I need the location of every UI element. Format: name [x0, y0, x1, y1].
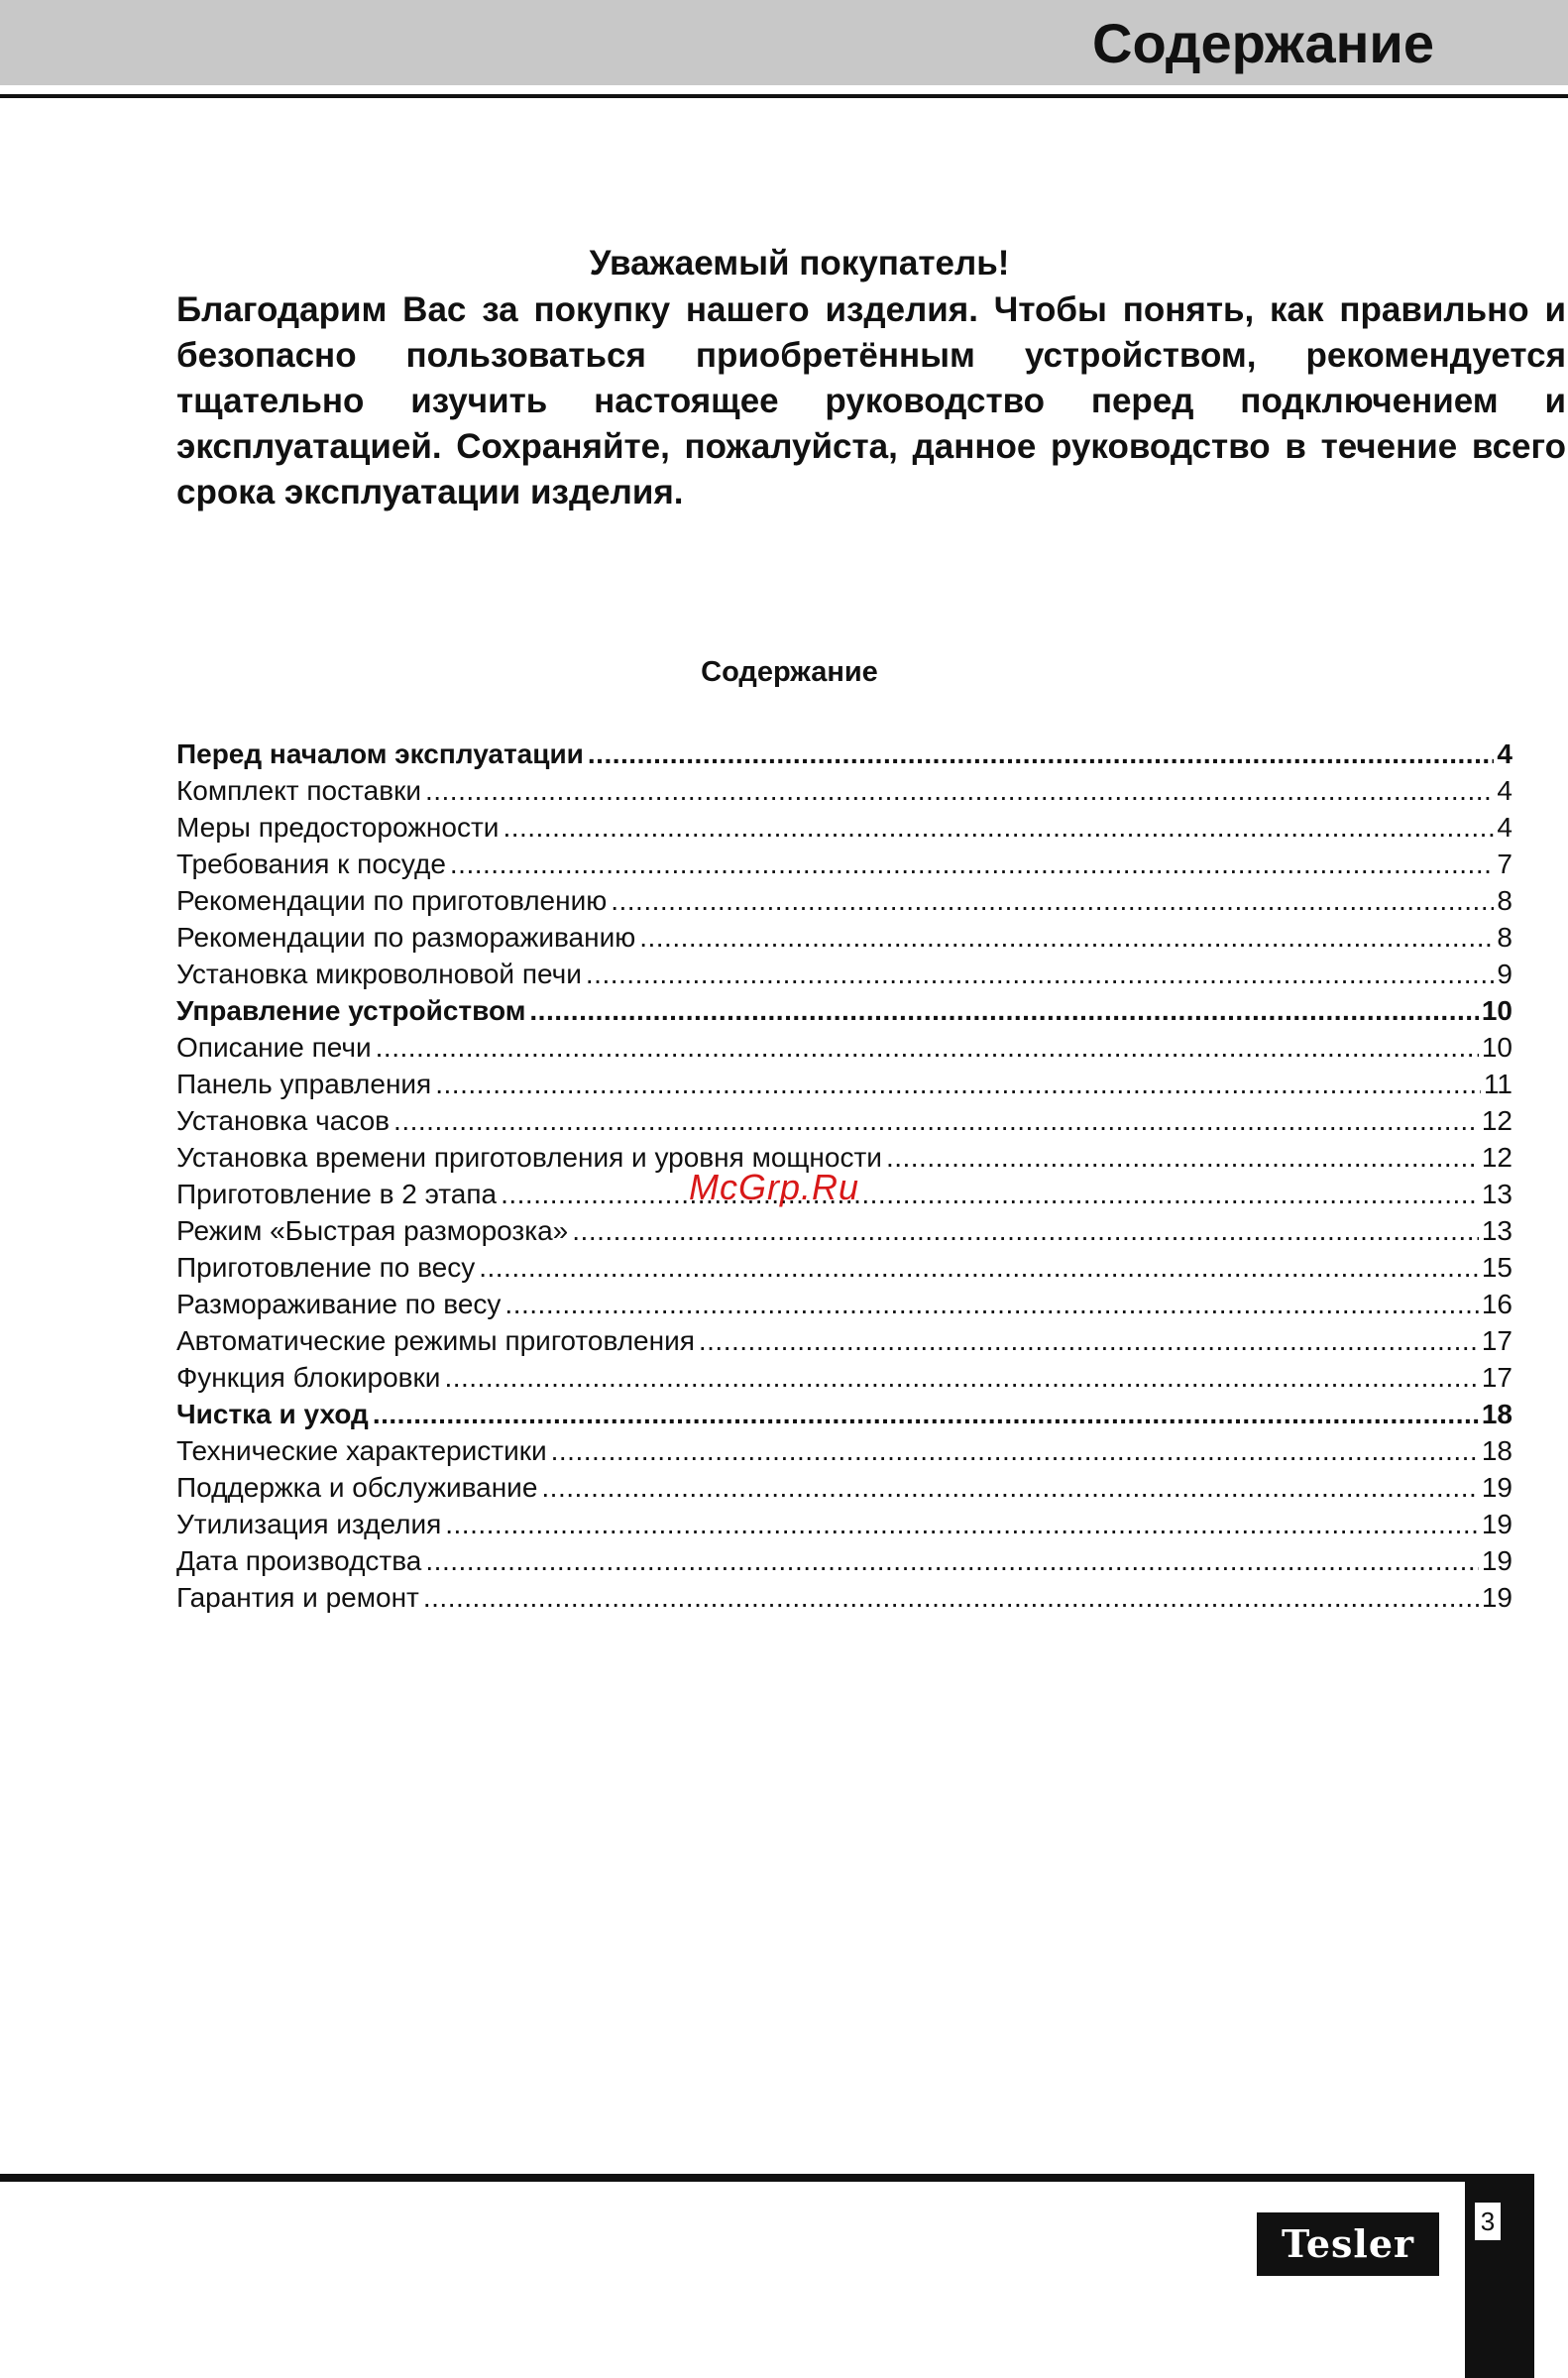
intro-heading: Уважаемый покупатель!: [589, 244, 1010, 283]
toc-dot-leader: [435, 1066, 1481, 1102]
toc-dot-leader: [611, 882, 1494, 919]
toc-entry: [176, 1066, 1512, 1102]
toc-entry: [176, 1542, 1512, 1579]
toc-entry-label: Меры предосторожности: [176, 812, 500, 843]
toc-entry: [176, 1359, 1512, 1396]
toc-entry-label: Размораживание по весу: [176, 1289, 502, 1319]
toc-entry-page: 18: [1481, 1399, 1512, 1429]
toc-dot-leader: [425, 772, 1494, 809]
toc-entry: [176, 1579, 1512, 1616]
toc-entry: [176, 919, 1512, 956]
toc-dot-leader: [501, 1176, 1479, 1212]
toc-entry-page: 12: [1481, 1105, 1512, 1136]
toc-entry-label: Чистка и уход: [176, 1399, 369, 1429]
toc-entry: [176, 1322, 1512, 1359]
toc-dot-leader: [373, 1396, 1479, 1432]
toc-entry: [176, 772, 1512, 809]
toc-entry: [176, 1469, 1512, 1506]
toc-entry: [176, 1396, 1512, 1432]
toc-dot-leader: [639, 919, 1494, 956]
toc-entry-page: 4: [1497, 812, 1512, 843]
header-divider: [0, 94, 1568, 98]
toc-entry-page: 10: [1481, 1032, 1512, 1063]
toc-entry: [176, 882, 1512, 919]
toc-entry-page: 8: [1497, 922, 1512, 953]
toc-entry-page: 12: [1481, 1142, 1512, 1173]
toc-entry-page: 15: [1481, 1252, 1512, 1283]
toc-entry-label: Поддержка и обслуживание: [176, 1472, 538, 1503]
toc-entry-page: 19: [1481, 1509, 1512, 1539]
toc-entry-label: Установка времени приготовления и уровня мощности: [176, 1142, 882, 1173]
toc-entry-label: Режим «Быстрая разморозка»: [176, 1215, 569, 1246]
toc-entry-label: Дата производства: [176, 1545, 422, 1576]
toc-dot-leader: [479, 1249, 1479, 1286]
toc-entry: [176, 1432, 1512, 1469]
toc-dot-leader: [588, 736, 1495, 772]
toc-entry-page: 4: [1497, 775, 1512, 806]
toc-entry-page: 19: [1481, 1582, 1512, 1613]
toc-entry-label: Установка часов: [176, 1105, 391, 1136]
toc-dot-leader: [504, 1286, 1478, 1322]
page-number: 3: [1475, 2203, 1501, 2240]
toc-entry: [176, 1249, 1512, 1286]
toc-entry-label: Установка микроволновой печи: [176, 959, 582, 989]
toc-entry-page: 8: [1497, 885, 1512, 916]
toc-entry: [176, 809, 1512, 846]
toc-dot-leader: [572, 1212, 1479, 1249]
toc-dot-leader: [393, 1102, 1479, 1139]
toc-entry-page: 16: [1481, 1289, 1512, 1319]
toc-dot-leader: [423, 1579, 1479, 1616]
toc-entry-page: 19: [1481, 1472, 1512, 1503]
toc-dot-leader: [529, 992, 1478, 1029]
toc-entry-label: Комплект поставки: [176, 775, 421, 806]
toc-entry-page: 17: [1481, 1325, 1512, 1356]
toc-entry-label: Гарантия и ремонт: [176, 1582, 419, 1613]
brand-logo: Tesler: [1257, 2212, 1439, 2276]
toc-entry-label: Рекомендации по размораживанию: [176, 922, 636, 953]
toc-dot-leader: [450, 846, 1495, 882]
toc-entry-label: Панель управления: [176, 1069, 432, 1099]
toc-entry-label: Управление устройством: [176, 995, 526, 1026]
toc-entry-page: 11: [1483, 1069, 1512, 1099]
toc-entry: [176, 1286, 1512, 1322]
footer-divider: [0, 2174, 1534, 2182]
toc-dot-leader: [445, 1506, 1479, 1542]
toc-entry-page: 13: [1481, 1179, 1512, 1209]
toc-entry-page: 13: [1481, 1215, 1512, 1246]
toc-entry-page: 17: [1481, 1362, 1512, 1393]
toc-dot-leader: [551, 1432, 1479, 1469]
toc-entry-label: Описание печи: [176, 1032, 372, 1063]
toc-entry-label: Перед началом эксплуатации: [176, 738, 584, 769]
toc-entry-label: Рекомендации по приготовлению: [176, 885, 608, 916]
toc-entry-label: Функция блокировки: [176, 1362, 441, 1393]
toc-entry: [176, 1029, 1512, 1066]
toc-entry: [176, 1506, 1512, 1542]
toc-entry: [176, 992, 1512, 1029]
toc-dot-leader: [586, 956, 1495, 992]
toc-entry-page: 9: [1497, 959, 1512, 989]
toc-entry-page: 4: [1497, 738, 1512, 769]
toc-entry-label: Технические характеристики: [176, 1435, 547, 1466]
toc-dot-leader: [376, 1029, 1479, 1066]
toc-entry-label: Автоматические режимы приготовления: [176, 1325, 695, 1356]
toc-entry-page: 7: [1497, 849, 1512, 879]
toc-dot-leader: [444, 1359, 1478, 1396]
toc-dot-leader: [541, 1469, 1478, 1506]
toc-entry-label: Утилизация изделия: [176, 1509, 442, 1539]
toc-entry: [176, 736, 1512, 772]
toc-entry-page: 18: [1481, 1435, 1512, 1466]
page-title: Содержание: [1092, 12, 1434, 74]
toc-dot-leader: [699, 1322, 1479, 1359]
intro-text: Благодарим Вас за покупку нашего изделия. Чтобы понять, как правильно и безопасно пользоваться приобретённым устройством, рекомендуется тщательно изучить настоящее руководство перед подключением и эксплуатацией. Сохраняйте, пожалуйста, данное руководство в течение всего срока эксплуатации изделия.: [176, 290, 1566, 511]
toc-entry-label: Требования к посуде: [176, 849, 446, 879]
toc-dot-leader: [503, 809, 1494, 846]
toc-title: Содержание: [701, 656, 878, 688]
toc-entry-label: Приготовление в 2 этапа: [176, 1179, 498, 1209]
toc-entry: [176, 1102, 1512, 1139]
toc-entry: [176, 846, 1512, 882]
watermark: McGrp.Ru: [689, 1167, 860, 1207]
toc-dot-leader: [886, 1139, 1479, 1176]
toc-entry: [176, 956, 1512, 992]
toc-entry-label: Приготовление по весу: [176, 1252, 476, 1283]
toc-entry-page: 10: [1481, 995, 1512, 1026]
toc-entry: [176, 1212, 1512, 1249]
toc-entry-page: 19: [1481, 1545, 1512, 1576]
toc-dot-leader: [425, 1542, 1478, 1579]
